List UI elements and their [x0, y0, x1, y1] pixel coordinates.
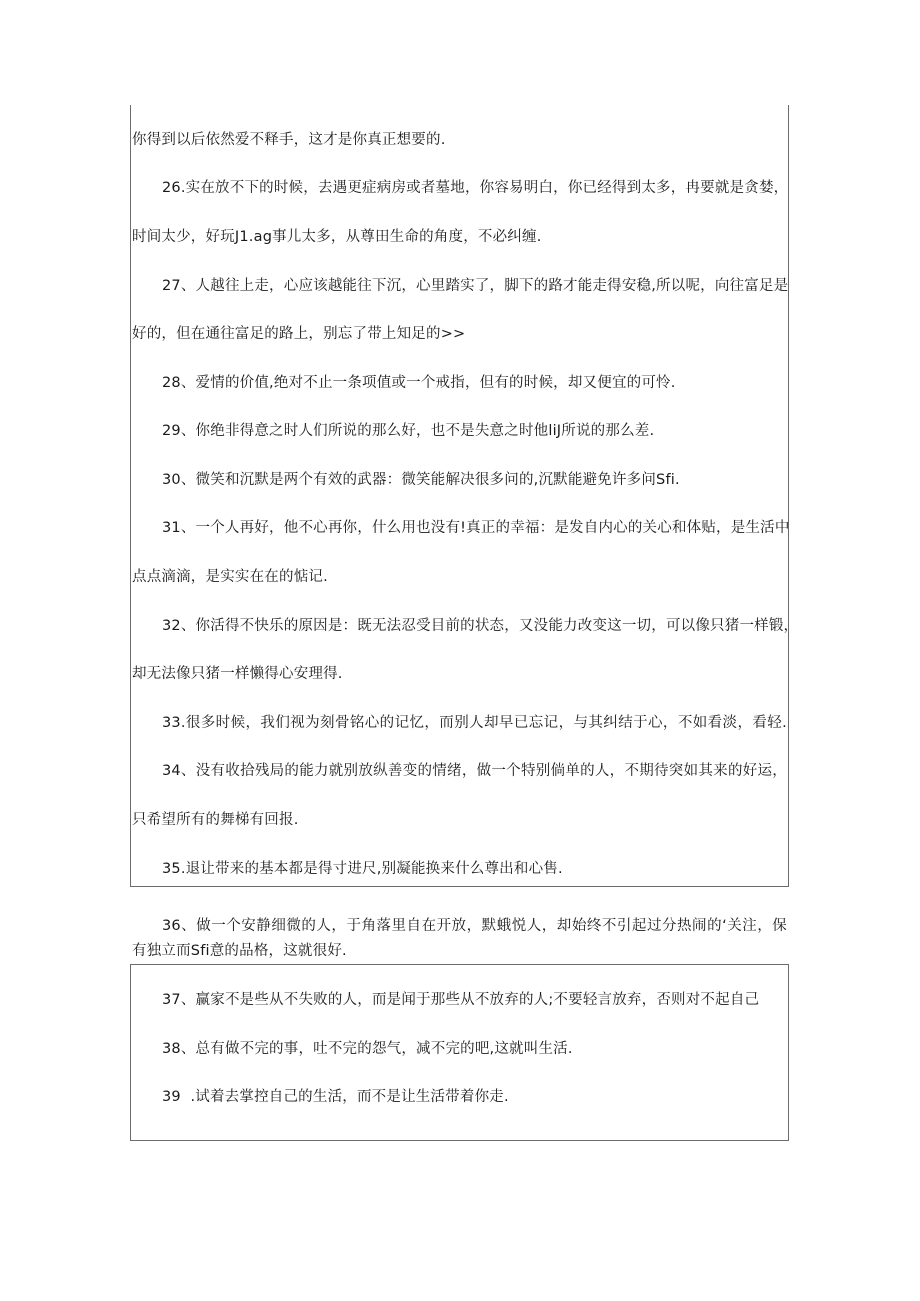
quote-line: 31、一个人再好，他不心再你，什么用也没有!真正的幸福：是发自内心的关心和体贴，是生活中: [162, 520, 790, 536]
quote-line: 你得到以后依然爱不释手，这才是你真正想要的.: [132, 132, 446, 148]
quote-line: 有独立而Sfi意的品格，这就很好.: [132, 943, 347, 959]
quote-line: 26.实在放不下的时候，去遇更症病房或者墓地，你容易明白，你已经得到太多，冉要就是贪婪，: [162, 180, 789, 196]
quote-line: 只希望所有的舞梯有回报.: [132, 812, 299, 828]
quote-line: 27、人越往上走，心应该越能往下沉，心里踏实了，脚下的路才能走得安稳,所以呢，向往富足是: [162, 278, 789, 294]
quote-line: 时间太少，好玩J1.ag事儿太多，从尊田生命的角度，不必纠缠.: [132, 229, 542, 245]
quote-line: 35.退让带来的基本都是得寸进尺,别凝能换来什么尊出和心售.: [162, 861, 563, 877]
quote-line: 32、你活得不快乐的原因是：既无法忍受目前的状态，又没能力改变这一切，可以像只猪一样锻，: [162, 618, 799, 634]
quote-line: 好的，但在通往富足的路上，别忘了带上知足的>>: [132, 326, 466, 342]
quote-line: 30、微笑和沉默是两个有效的武器：微笑能解决很多问的,沉默能避免许多问Sfi.: [162, 472, 680, 488]
quote-line: 29、你绝非得意之时人们所说的那么好，也不是失意之时他liJ所说的那么差.: [162, 423, 655, 439]
quote-line: 38、总有做不完的事，吐不完的怨气，减不完的吧,这就叫生活.: [162, 1041, 573, 1057]
quote-line: 28、爱情的价值,绝对不止一条项值或一个戒指，但有的时候，却又便宜的可怜.: [162, 375, 676, 391]
quote-line: 37、赢家不是些从不失败的人，而是闻于那些从不放弃的人;不要轻言放弃，否则对不起自己: [162, 992, 760, 1008]
quote-line: 34、没有收拾残局的能力就别放纵善变的情绪，做一个特别倘单的人，不期待突如其来的好运，: [162, 763, 787, 779]
quote-line: 却无法像只猪一样懒得心安理得.: [132, 666, 343, 682]
quote-line: 33.很多时候，我们视为刻骨铭心的记忆，而别人却早已忘记，与其纠结于心，不如看淡，看轻.: [162, 715, 787, 731]
quote-line: 点点滴滴，是实实在在的惦记.: [132, 569, 328, 585]
quote-line: 36、做一个安静细微的人，于角落里自在开放，默蛾悦人，却始终不引起过分热闹的‘关注，保: [162, 918, 787, 934]
quote-line: 39 .试着去掌控自己的生活，而不是让生活带着你走.: [162, 1089, 509, 1105]
